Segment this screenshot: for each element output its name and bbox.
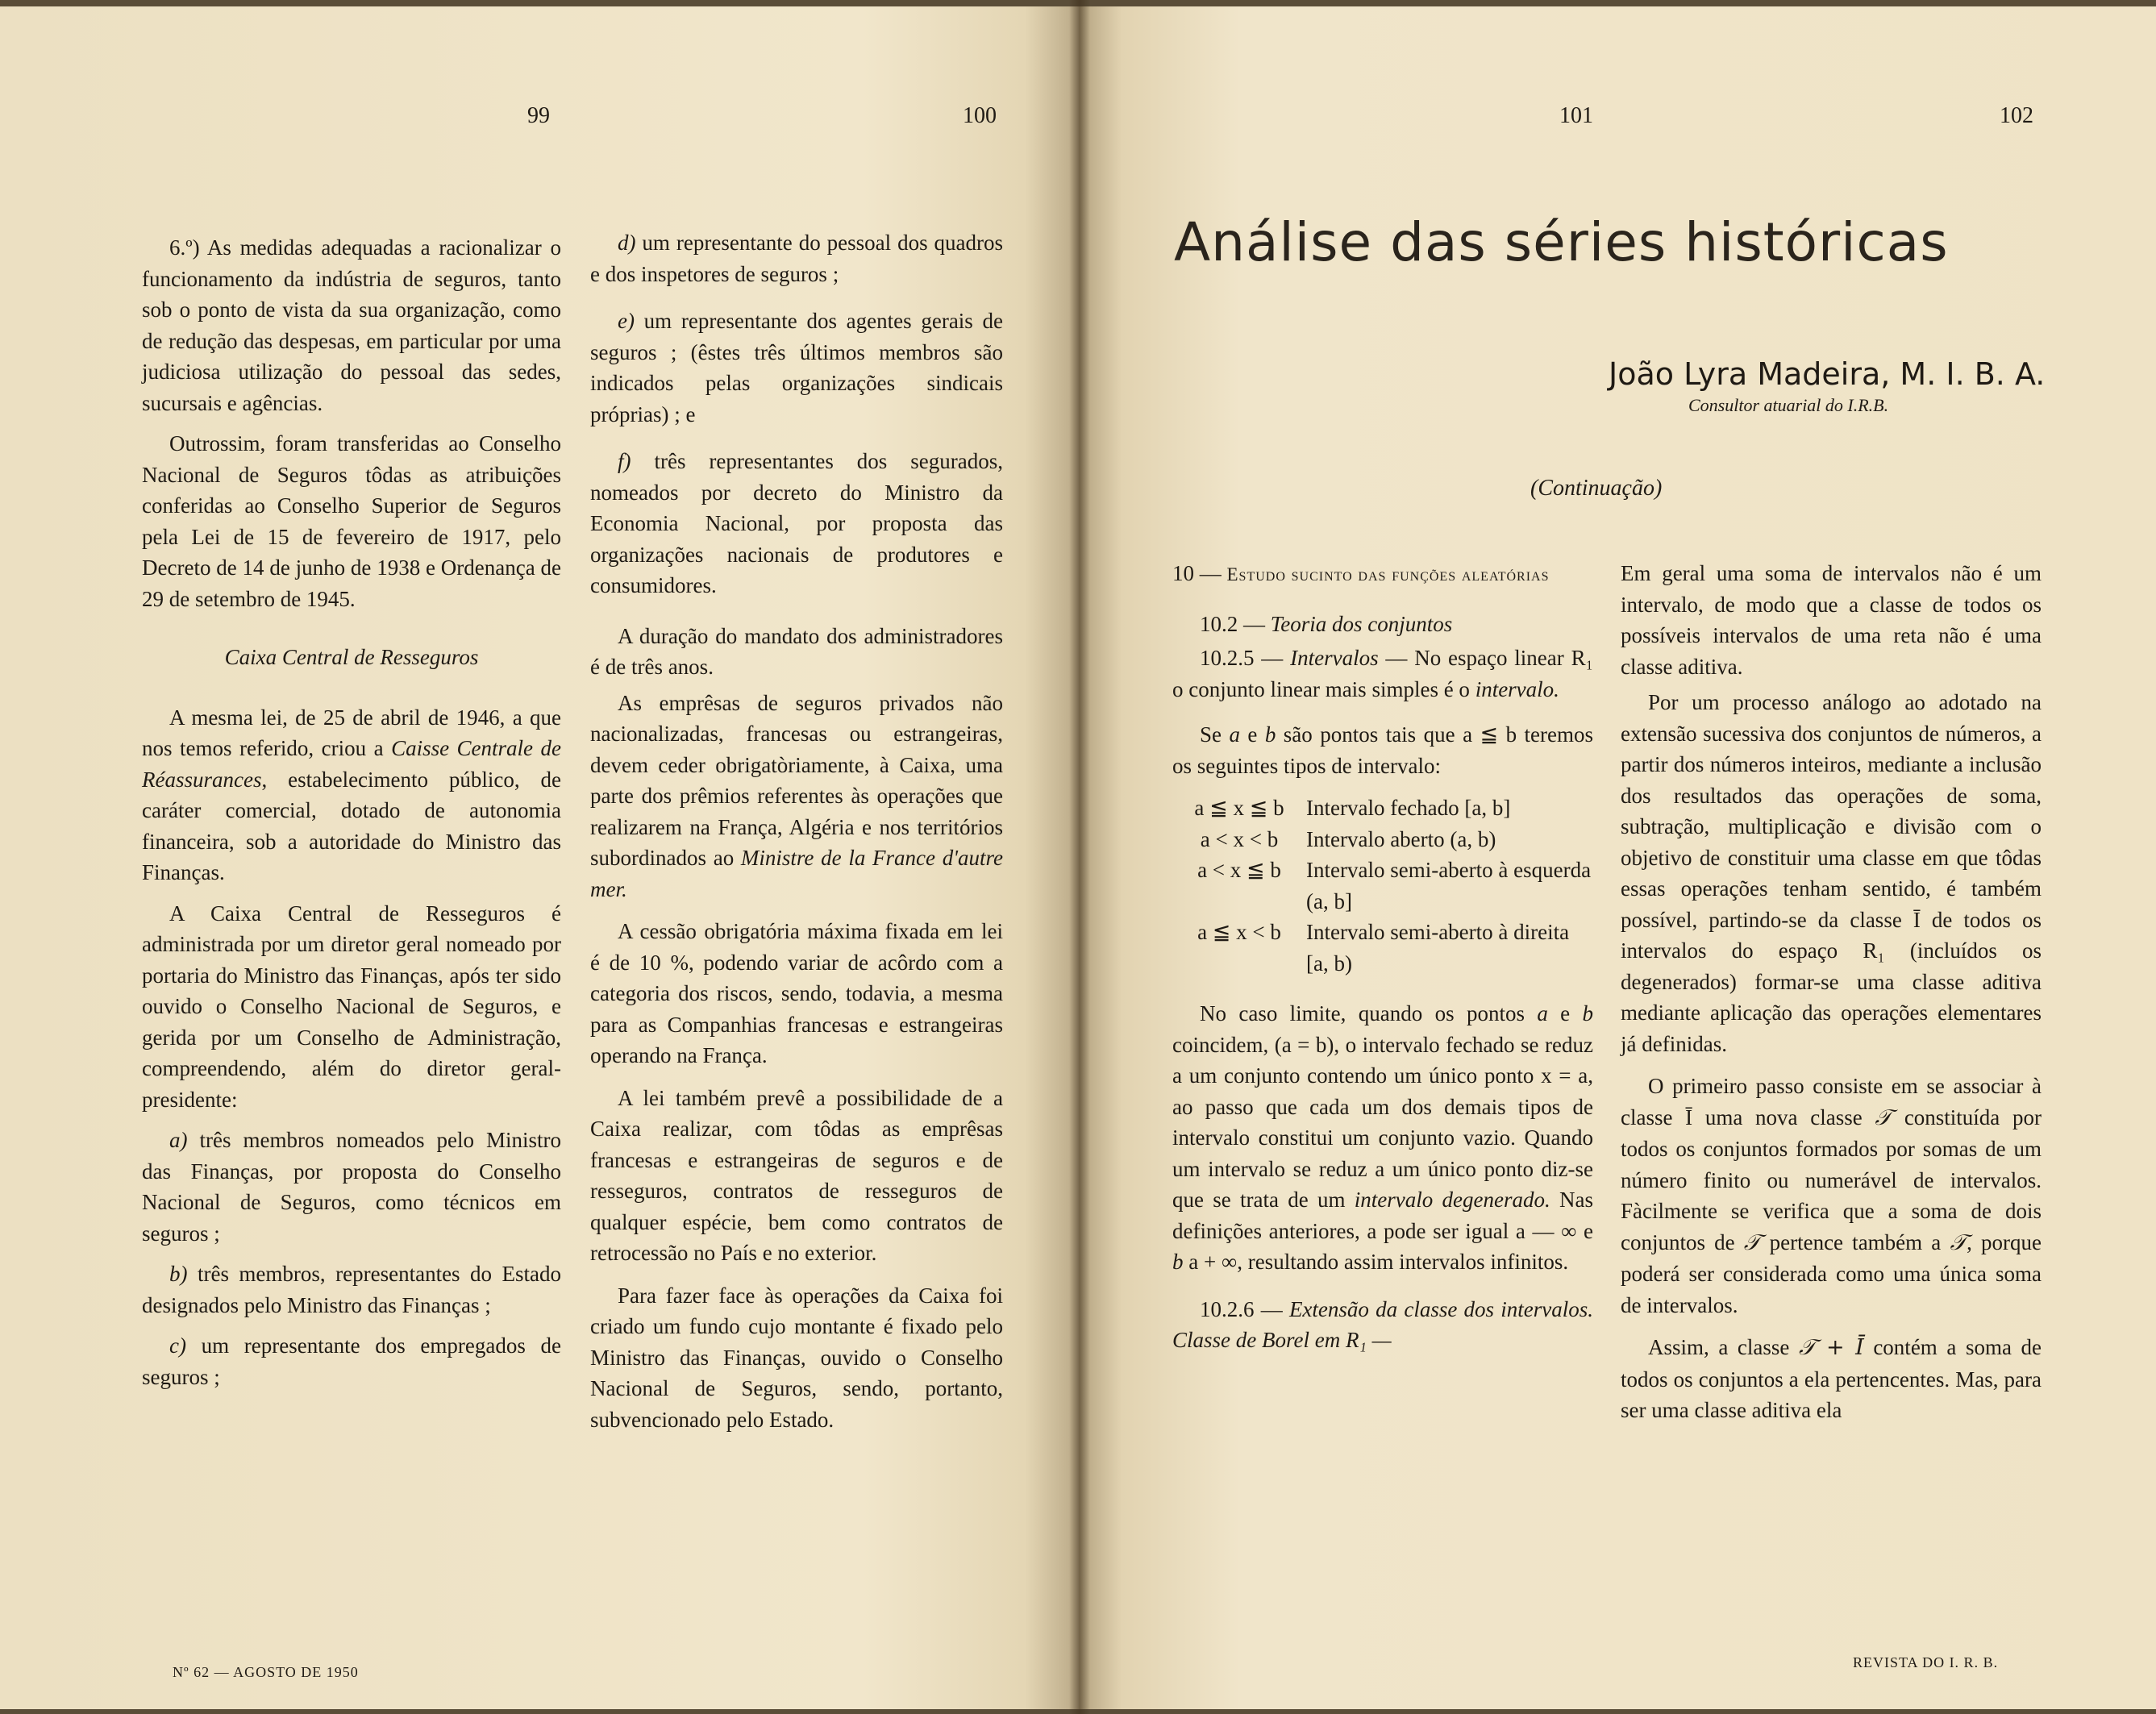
section-title: Teoria dos conjuntos bbox=[1270, 611, 1453, 636]
text-run: a + ∞, resultando assim intervalos infinitos. bbox=[1183, 1250, 1569, 1274]
text-run: O primeiro passo consiste em se associar à classe Ī uma nova classe bbox=[1621, 1074, 2042, 1129]
paragraph bbox=[1172, 719, 1593, 781]
list-label: e) bbox=[618, 309, 635, 333]
book-gutter bbox=[1069, 0, 1090, 1714]
paragraph: A cessão obrigatória máxima fixada em lei é de 10 %, podendo variar de acôrdo com a categoria dos riscos, sendo, todavia, a mesma para as Companhias francesas e estrangeiras operando na França. bbox=[590, 919, 1003, 1067]
list-item bbox=[142, 1330, 561, 1392]
list-item bbox=[142, 1258, 561, 1321]
text-run: , estabelecimento público, de caráter comercial, dotado de autonomia financeira, sob a autoridade do Ministro das Finanças. bbox=[142, 767, 561, 884]
section-title: Extensão da classe dos intervalos. Classe de Borel em R₁ — bbox=[1172, 1296, 1593, 1352]
section-number: 10.2.5 — bbox=[1200, 646, 1291, 670]
text-run: Se bbox=[1200, 722, 1230, 747]
subsection-heading bbox=[1172, 609, 1593, 640]
list-item bbox=[590, 227, 1003, 289]
list-label: b) bbox=[169, 1262, 188, 1286]
column-page-99 bbox=[142, 232, 561, 1392]
paragraph: Para fazer face às operações da Caixa foi criado um fundo cujo montante é fixado pelo Ministro das Finanças, ouvido o Conselho Nacional de Seguros, sendo, portanto, subvencionado pelo Estado. bbox=[590, 1283, 1003, 1432]
column-page-101 bbox=[1172, 558, 1593, 1356]
paragraph bbox=[590, 688, 1003, 905]
text-run: As emprêsas de seguros privados não nacionalizadas, francesas ou estrangeiras, devem ceder obrigatòriamente, à Caixa, uma parte dos prêmios referentes às operações que realizarem na França, Algéria e nos territórios subordinados ao bbox=[590, 690, 1003, 870]
paragraph: Em geral uma soma de intervalos não é um intervalo, de modo que a classe de todos os possíveis intervalos de uma reta não é uma classe aditiva. bbox=[1621, 561, 2042, 679]
page-number-101: 101 bbox=[1559, 103, 1593, 128]
text-run: um representante dos empregados de seguros ; bbox=[142, 1333, 561, 1389]
text-run: No caso limite, quando os pontos bbox=[1200, 1001, 1538, 1025]
script-t-symbol: 𝒯 bbox=[1743, 1229, 1761, 1255]
list-item bbox=[142, 1125, 561, 1249]
continuation-note: (Continuação) bbox=[1530, 476, 1663, 501]
section-number: 10.2.6 — bbox=[1200, 1296, 1289, 1321]
list-label: a) bbox=[169, 1128, 188, 1152]
article-author: João Lyra Madeira, M. I. B. A. bbox=[1609, 356, 2046, 392]
section-heading: Caixa Central de Resseguros bbox=[224, 645, 479, 669]
article-title: Análise das séries históricas bbox=[1174, 211, 1949, 273]
script-t-symbol: 𝒯 bbox=[1875, 1105, 1892, 1130]
list-item bbox=[590, 446, 1003, 601]
interval-row bbox=[1172, 824, 1593, 855]
text-run: um representante do pessoal dos quadros e dos inspetores de seguros ; bbox=[590, 231, 1003, 286]
text-run: intervalo degenerado. bbox=[1354, 1188, 1550, 1212]
paragraph: A lei também prevê a possibilidade de a Caixa realizar, com tôdas as emprêsas francesas e estrangeiras de seguros e de resseguros, contratos de resseguros de qualquer espécie, bem como contratos de retrocessão no País e no exterior. bbox=[590, 1085, 1003, 1265]
variable: b bbox=[1172, 1250, 1184, 1274]
footer-issue: Nº 62 — AGOSTO DE 1950 bbox=[173, 1664, 359, 1680]
interval-row bbox=[1172, 917, 1593, 979]
text-run: coincidem, (a = b), o intervalo fechado se reduz a um conjunto contendo um único ponto x = a, ao passo que cada um dos demais tipos de intervalo constitui um conjunto vazio. Quando um intervalo se reduz a um único ponto diz-se que se trata de um bbox=[1172, 1032, 1593, 1212]
text-run: contém a soma de todos os conjuntos a ela pertencentes. Mas, para ser uma classe aditiva ela bbox=[1621, 1335, 2042, 1422]
column-page-102 bbox=[1621, 558, 2042, 1426]
interval-row bbox=[1172, 793, 1593, 824]
variable: a bbox=[1537, 1001, 1548, 1025]
text-run: e bbox=[1239, 722, 1265, 747]
text-run: três membros nomeados pelo Ministro das Finanças, por proposta do Conselho Nacional de Seguros, como técnicos em seguros ; bbox=[142, 1128, 561, 1246]
text-run: três membros, representantes do Estado designados pelo Ministro das Finanças ; bbox=[142, 1262, 561, 1317]
interval-inequality: a < x < b bbox=[1200, 826, 1279, 851]
page-number-100: 100 bbox=[963, 103, 997, 128]
variable: b bbox=[1582, 1001, 1593, 1025]
section-heading bbox=[1172, 558, 1593, 591]
list-item bbox=[590, 306, 1003, 430]
list-label: c) bbox=[169, 1333, 186, 1358]
interval-inequality: a ≦ x ≦ b bbox=[1194, 796, 1284, 820]
section-number: 10 — bbox=[1172, 561, 1227, 585]
paragraph bbox=[142, 702, 561, 888]
paragraph bbox=[1172, 643, 1593, 705]
text-run: — No espaço linear R₁ o conjunto linear mais simples é o bbox=[1172, 646, 1594, 701]
paragraph: 6.º) As medidas adequadas a racionalizar o funcionamento da indústria de seguros, tanto sob o ponto de vista da sua organização, como de redução das despesas, em particular por uma judiciosa utilização do pessoal das sedes, sucursais e agências. bbox=[142, 235, 561, 415]
paragraph bbox=[1172, 998, 1593, 1278]
section-number: 10.2 — bbox=[1200, 611, 1271, 636]
text-run: Ministre de la France d'autre mer. bbox=[590, 846, 1003, 901]
text-run: Caisse Centrale de Réassurances bbox=[142, 736, 562, 792]
interval-inequality: a ≦ x < b bbox=[1197, 920, 1281, 944]
text-run: A mesma lei, de 25 de abril de 1946, a que nos temos referido, criou a bbox=[142, 705, 561, 760]
subsection-heading bbox=[1172, 1294, 1593, 1356]
list-label: d) bbox=[618, 231, 636, 255]
section-title: Estudo sucinto das funções aleatórias bbox=[1226, 564, 1550, 585]
footer-journal: REVISTA DO I. R. B. bbox=[1853, 1654, 1999, 1670]
paragraph: Por um processo análogo ao adotado na extensão sucessiva dos conjuntos de números, a partir dos números inteiros, mediante a inclusão dos resultados das operações de soma, subtração, multiplicação e divisão com o objetivo de constituir uma classe em que tôdas essas operações tenham sentido, é também possível, partindo-se da classe Ī de todos os intervalos do espaço R₁ (incluídos os degenerados) formar-se uma classe aditiva mediante aplicação das operações elementares já definidas. bbox=[1621, 690, 2042, 1056]
text-run: três representantes dos segurados, nomeados por decreto do Ministro da Economia Nacional, por proposta das organizações nacionais de produtores e consumidores. bbox=[590, 449, 1003, 597]
interval-list bbox=[1172, 793, 1593, 979]
paragraph bbox=[1621, 1332, 2042, 1426]
section-title: Intervalos bbox=[1290, 646, 1379, 670]
paragraph bbox=[1621, 1071, 2042, 1321]
interval-row bbox=[1172, 855, 1593, 917]
script-t-symbol: 𝒯 + Ī bbox=[1798, 1335, 1864, 1360]
script-t-symbol: 𝒯 bbox=[1950, 1229, 1967, 1255]
column-page-100 bbox=[590, 227, 1003, 1435]
text-run: e bbox=[1547, 1001, 1583, 1025]
text-run: Nas definições anteriores, a pode ser igual a — ∞ e bbox=[1172, 1188, 1593, 1243]
text-run: intervalo. bbox=[1475, 676, 1559, 701]
page-number-102: 102 bbox=[2000, 103, 2033, 128]
text-run: um representante dos agentes gerais de seguros ; (êstes três últimos membros são indicados pelas organizações sindicais próprias) ; e bbox=[590, 309, 1003, 426]
list-label: f) bbox=[618, 449, 631, 473]
variable: b bbox=[1264, 722, 1276, 747]
paragraph: A duração do mandato dos administradores é de três anos. bbox=[590, 623, 1003, 679]
author-affiliation: Consultor atuarial do I.R.B. bbox=[1688, 395, 1889, 415]
text-run: constituída por todos os conjuntos formados por somas de um número finito ou numerável de intervalos. Fàcilmente se verifica que a soma de dois conjuntos de bbox=[1621, 1105, 2042, 1254]
paragraph: Outrossim, foram transferidas ao Conselho Nacional de Seguros tôdas as atribuições conferidas ao Conselho Superior de Seguros pela Lei de 15 de fevereiro de 1917, pelo Decreto de 14 de junho de 1938 e Ordenança de 29 de setembro de 1945. bbox=[142, 431, 561, 611]
paragraph: A Caixa Central de Resseguros é administrada por um diretor geral nomeado por portaria do Ministro das Finanças, após ter sido ouvido o Conselho Nacional de Seguros, e gerida por um Conselho de Administração, compreendendo, além do diretor geral-presidente: bbox=[142, 901, 561, 1112]
text-run: pertence também a bbox=[1760, 1229, 1950, 1254]
interval-label: Intervalo semi-aberto à esquerda (a, b] bbox=[1306, 858, 1592, 913]
page-number-99: 99 bbox=[527, 103, 550, 128]
interval-label: Intervalo semi-aberto à direita [a, b) bbox=[1306, 920, 1570, 976]
text-run: são pontos tais que a ≦ b teremos os seguintes tipos de intervalo: bbox=[1172, 722, 1594, 778]
interval-inequality: a < x ≦ b bbox=[1197, 858, 1281, 882]
text-run: , porque poderá ser considerada como uma única soma de intervalos. bbox=[1621, 1229, 2042, 1317]
interval-label: Intervalo fechado [a, b] bbox=[1306, 796, 1511, 820]
text-run: Assim, a classe bbox=[1648, 1335, 1799, 1359]
interval-label: Intervalo aberto (a, b) bbox=[1306, 826, 1496, 851]
variable: a bbox=[1229, 722, 1240, 747]
